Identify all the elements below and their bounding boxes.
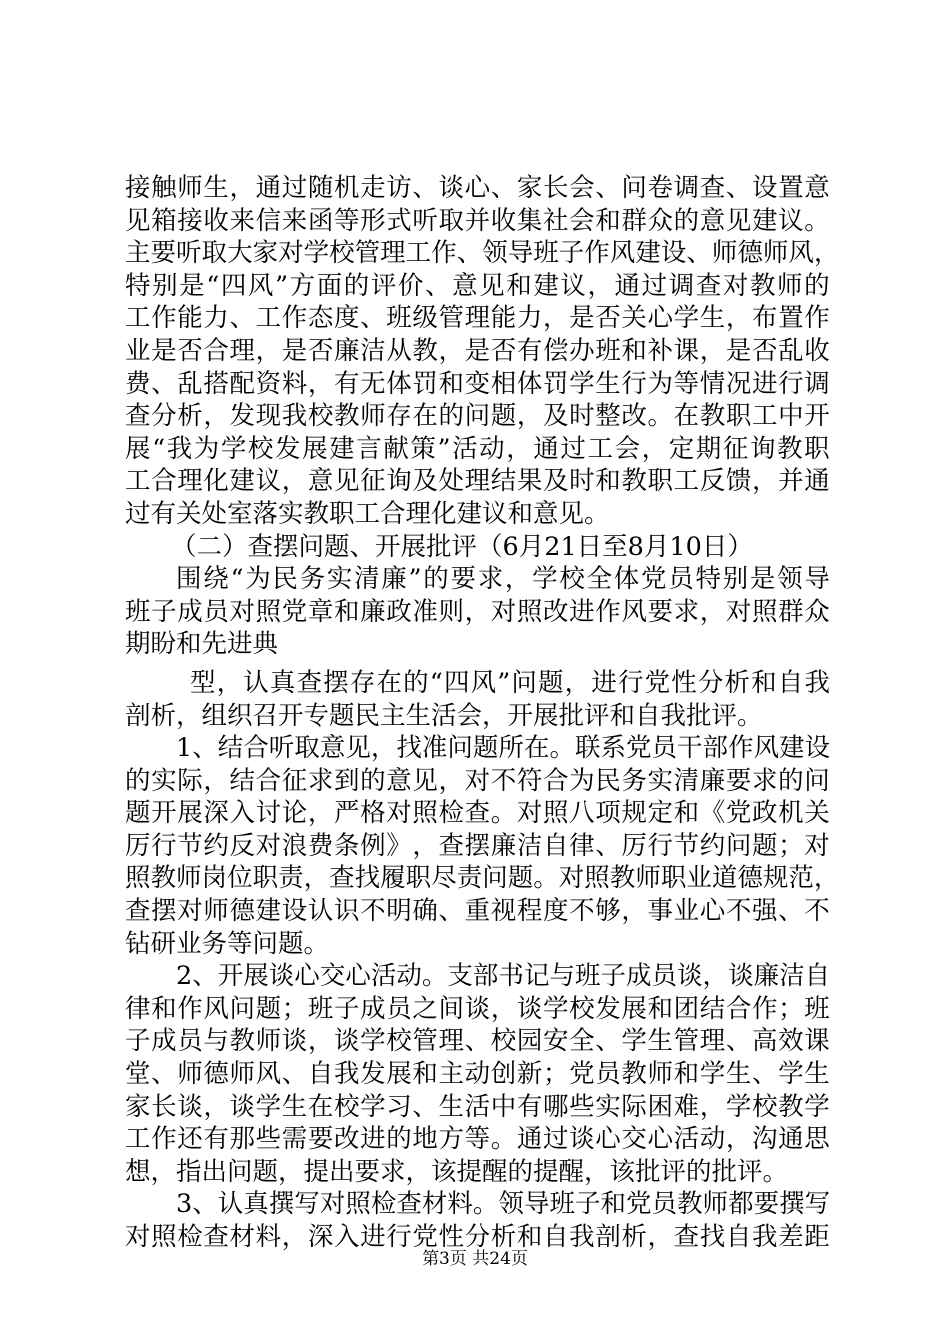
text-line: 见 箱 接 收 来 信 来 函 等 形 式 听 取 并 收 集 社 会 和 群 众 的 意 见 建 议 。 bbox=[125, 205, 830, 236]
text-line: 1 、 结 合 听 取 意 见 ， 找 准 问 题 所 在 。 联 系 党 员 干 部 作 风 建 设 bbox=[176, 733, 831, 764]
text-line: 过有关处室落实教职工合理化建议和意见。 bbox=[125, 498, 610, 529]
text-line: 期盼和先进典 bbox=[125, 629, 279, 660]
text-line: 围 绕 “ 为 民 务 实 清 廉 ” 的 要 求 ， 学 校 全 体 党 员 特 别 是 领 导 bbox=[176, 564, 830, 595]
text-line: 对 照 检 查 材 料 ， 深 入 进 行 党 性 分 析 和 自 我 剖 析 ， 查 找 自 我 差 距 bbox=[125, 1222, 830, 1252]
document-body bbox=[125, 172, 840, 1254]
text-line: 照 教 师 岗 位 职 责 ， 查 找 履 职 尽 责 问 题 。 对 照 教 师 职 业 道 德 规 范 ， bbox=[125, 863, 840, 894]
text-line: 想，指出问题，提出要求，该提醒的提醒，该批评的批评。 bbox=[125, 1156, 789, 1187]
text-line: 型 ， 认 真 查 摆 存 在 的 “ 四 风 ” 问 题 ， 进 行 党 性 分 析 和 自 我 bbox=[190, 667, 830, 698]
text-line: 查 摆 对 师 德 建 设 认 识 不 明 确 、 重 视 程 度 不 够 ， 事 业 心 不 强 、 不 bbox=[125, 896, 830, 927]
text-line: 展 “ 我 为 学 校 发 展 建 言 献 策 ” 活 动 ， 通 过 工 会 ， 定 期 征 询 教 职 bbox=[125, 433, 830, 464]
text-line: 的 实 际 ， 结 合 征 求 到 的 意 见 ， 对 不 符 合 为 民 务 实 清 廉 要 求 的 问 bbox=[125, 765, 830, 796]
text-line: 堂 、 师 德 师 风 、 自 我 发 展 和 主 动 创 新 ； 党 员 教 师 和 学 生 、 学 生 bbox=[125, 1059, 830, 1090]
text-line: 题 开 展 深 入 讨 论 ， 严 格 对 照 检 查 。 对 照 八 项 规 定 和 《 党 政 机 关 bbox=[125, 798, 830, 829]
text-line: 主 要 听 取 大 家 对 学 校 管 理 工 作 、 领 导 班 子 作 风 建 设 、 师 德 师 风 ， bbox=[125, 238, 840, 269]
text-line: 钻研业务等问题。 bbox=[125, 928, 330, 959]
text-line: 工 作 还 有 那 些 需 要 改 进 的 地 方 等 。 通 过 谈 心 交 心 活 动 ， 沟 通 思 bbox=[125, 1124, 830, 1155]
page-number-label: 第3页 共24页 bbox=[422, 1249, 528, 1269]
paragraph bbox=[125, 732, 840, 960]
section-heading bbox=[125, 531, 830, 564]
paragraph bbox=[125, 172, 840, 531]
paragraph bbox=[125, 563, 830, 661]
text-line: 3 、 认 真 撰 写 对 照 检 查 材 料 。 领 导 班 子 和 党 员 教 师 都 要 撰 写 bbox=[176, 1189, 831, 1220]
text-line: 业 是 否 合 理 ， 是 否 廉 洁 从 教 ， 是 否 有 偿 办 班 和 补 课 ， 是 否 乱 收 bbox=[125, 335, 830, 366]
text-line: 查 分 析 ， 发 现 我 校 教 师 存 在 的 问 题 ， 及 时 整 改 。 在 教 职 工 中 开 bbox=[125, 401, 830, 432]
text-line: 接 触 师 生 ， 通 过 随 机 走 访 、 谈 心 、 家 长 会 、 问 卷 调 查 、 设 置 意 bbox=[125, 173, 830, 203]
text-line: 家 长 谈 ， 谈 学 生 在 校 学 习 、 生 活 中 有 哪 些 实 际 困 难 ， 学 校 教 学 bbox=[125, 1091, 830, 1122]
text-line: 工 合 理 化 建 议 ， 意 见 征 询 及 处 理 结 果 及 时 和 教 职 工 反 馈 ， 并 通 bbox=[125, 466, 830, 497]
text-line: 子 成 员 与 教 师 谈 ， 谈 学 校 管 理 、 校 园 安 全 、 学 生 管 理 、 高 效 课 bbox=[125, 1026, 830, 1057]
text-line: 厉 行 节 约 反 对 浪 费 条 例 》 ， 查 摆 廉 洁 自 律 、 厉 行 节 约 问 题 ； 对 bbox=[125, 830, 830, 861]
paragraph bbox=[125, 960, 830, 1188]
text-line: 工 作 能 力 、 工 作 态 度 、 班 级 管 理 能 力 ， 是 否 关 心 学 生 ， 布 置 作 bbox=[125, 303, 830, 334]
text-line: 律 和 作 风 问 题 ； 班 子 成 员 之 间 谈 ， 谈 学 校 发 展 和 团 结 合 作 ； 班 bbox=[125, 993, 830, 1024]
text-line: 剖析，组织召开专题民主生活会，开展批评和自我批评。 bbox=[125, 700, 763, 731]
text-line: 特 别 是 “ 四 风 ” 方 面 的 评 价 、 意 见 和 建 议 ， 通 过 调 查 对 教 师 的 bbox=[125, 270, 830, 301]
text-line: 费 、 乱 搭 配 资 料 ， 有 无 体 罚 和 变 相 体 罚 学 生 行 为 等 情 况 进 行 调 bbox=[125, 368, 830, 399]
text-line: （二）查摆问题、开展批评（6月21日至8月10日） bbox=[171, 531, 753, 562]
text-line: 班 子 成 员 对 照 党 章 和 廉 政 准 则 ， 对 照 改 进 作 风 要 求 ， 对 照 群 众 bbox=[125, 596, 830, 627]
page-footer bbox=[0, 1244, 950, 1269]
text-line: 2 、 开 展 谈 心 交 心 活 动 。 支 部 书 记 与 班 子 成 员 谈 ， 谈 廉 洁 自 bbox=[176, 961, 831, 992]
paragraph bbox=[125, 667, 830, 732]
